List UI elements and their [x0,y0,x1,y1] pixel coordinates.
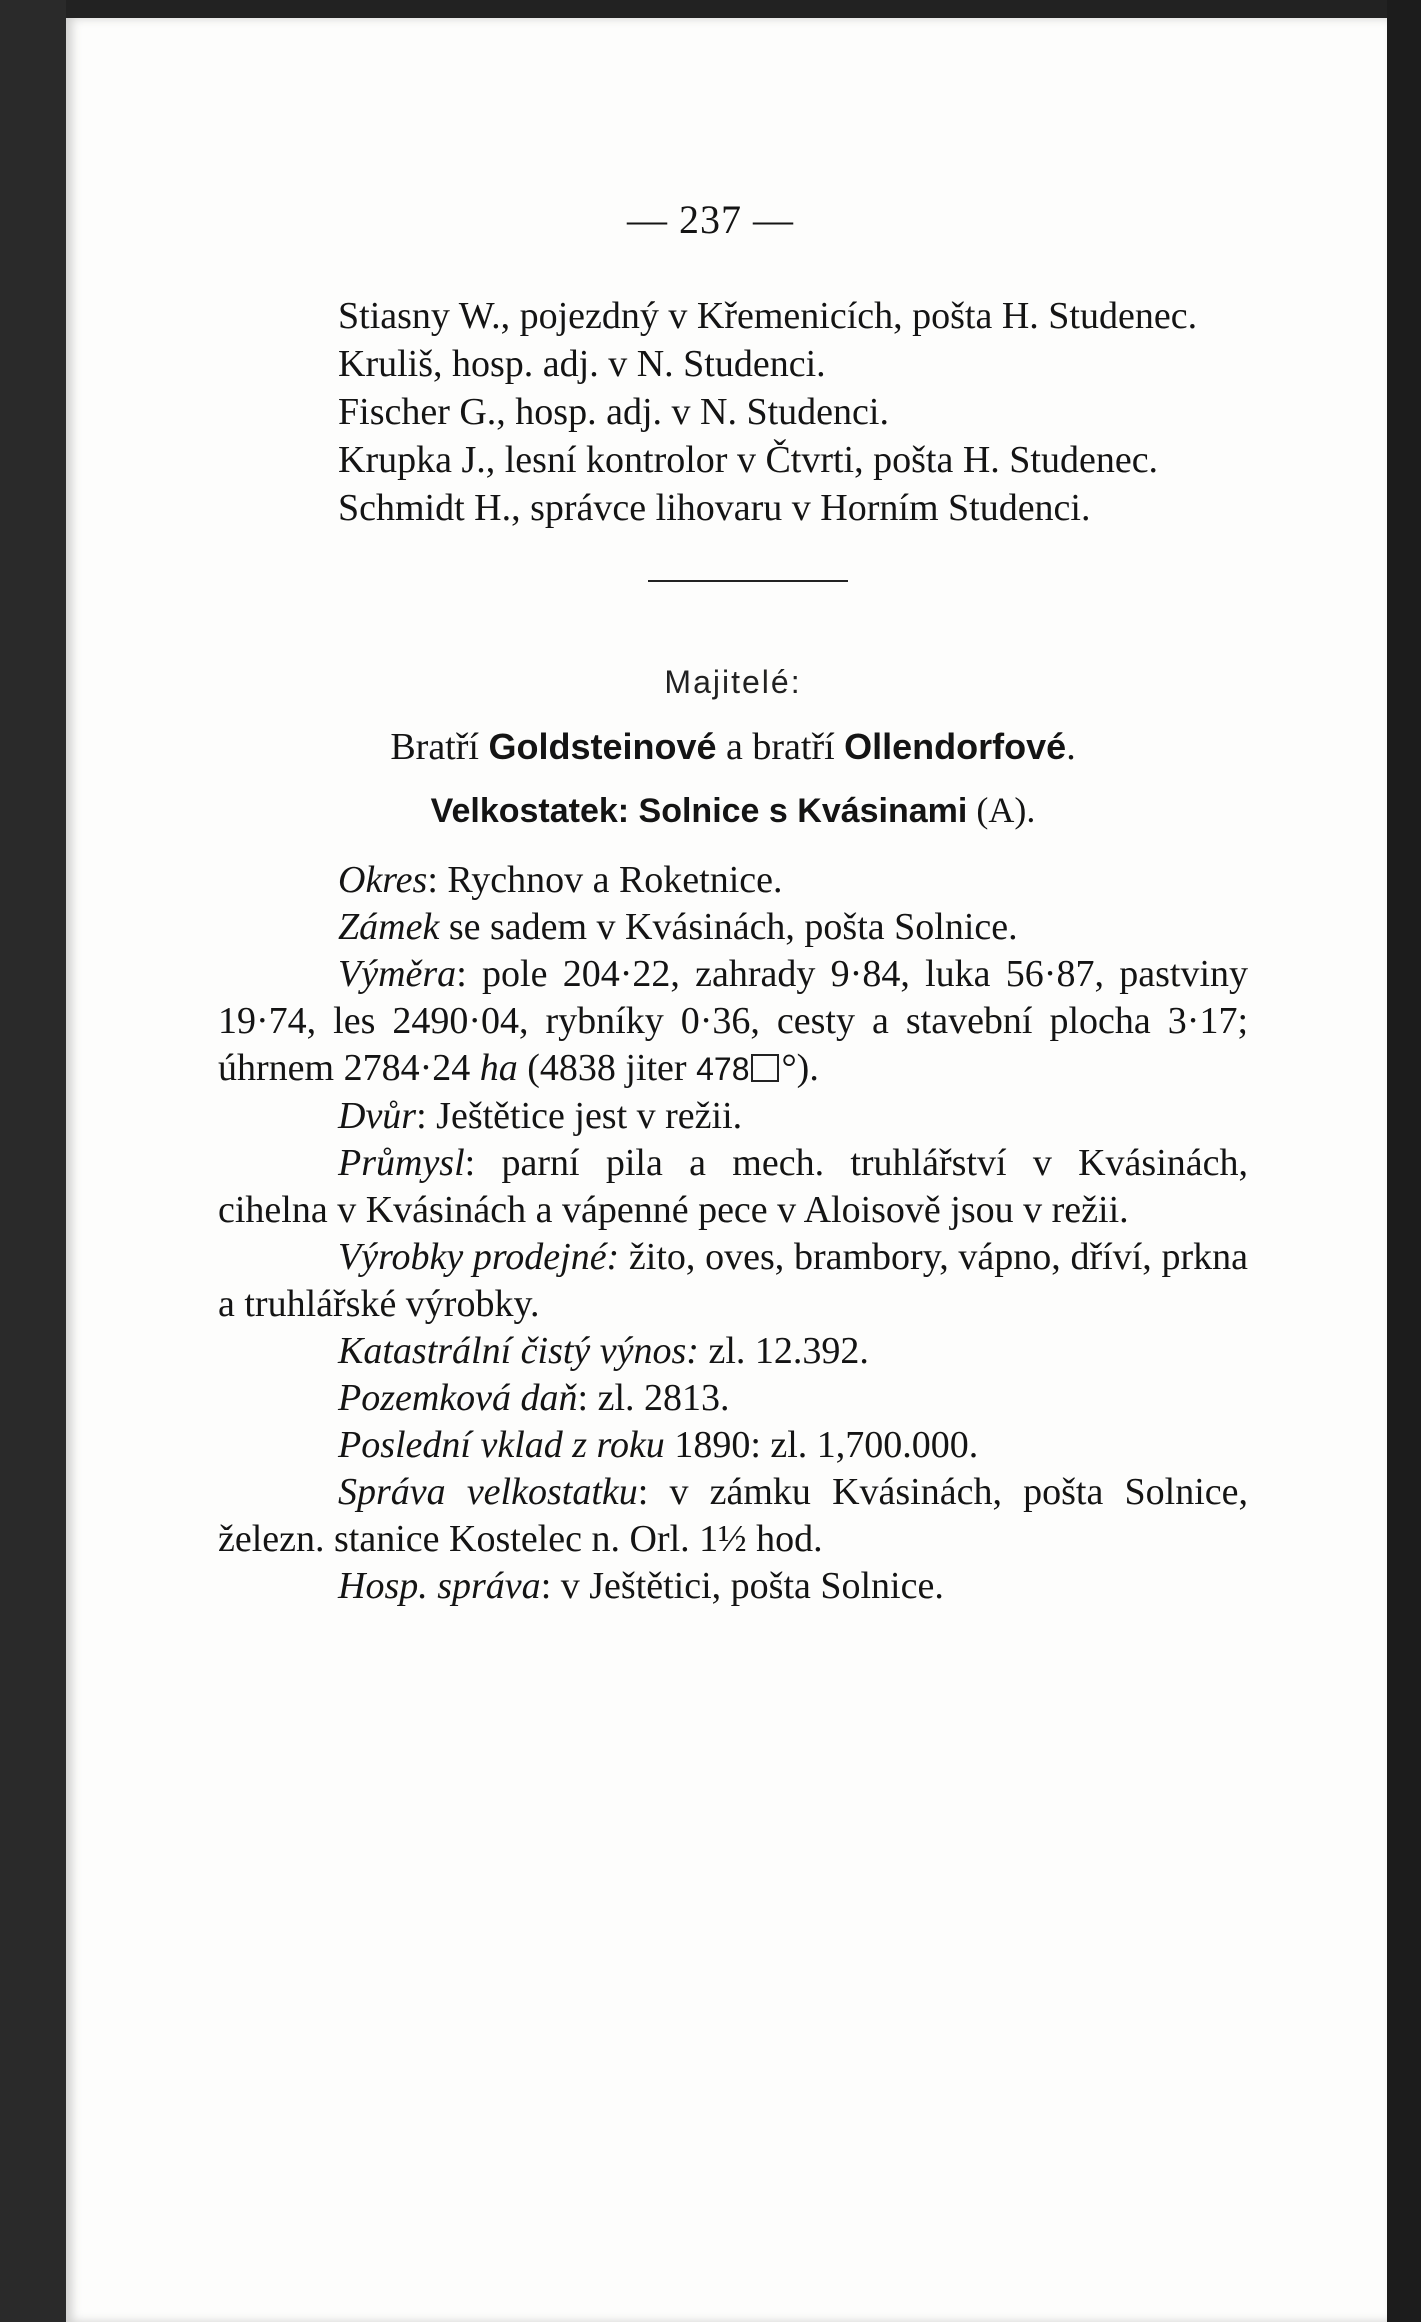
detail-label: Výměra [338,953,457,995]
person-entry: Schmidt H., správce lihovaru v Horním Studenci. [338,487,1091,529]
estate-label: Velkostatek: Solnice s Kvásinami [430,792,968,830]
estate-title [218,789,1248,831]
area-paren-number: 478 [696,1051,750,1087]
detail-value: se sadem v Kvásinách, pošta Solnice. [439,906,1018,948]
owners-prefix: Bratří [390,726,479,768]
owners-line [218,725,1248,769]
detail-value: : parní pila a mech. truhlářství v Kvásinách, cihelna v Kvásinách a vápenné pece v Aloisově jsou v režii. [218,1142,1248,1231]
detail-hosp [218,1563,1248,1610]
page-number: — 237 — [627,197,794,242]
estate-suffix: (A). [976,790,1036,830]
detail-zamek [218,904,1248,951]
owner-name-ollendorf: Ollendorfové [844,726,1067,767]
detail-label: Hosp. správa [338,1565,541,1607]
person-entry: Kruliš, hosp. adj. v N. Studenci. [338,343,826,385]
person-entry: Krupka J., lesní kontrolor v Čtvrti, pošta H. Studenec. [338,439,1159,481]
section-divider [218,532,1248,624]
detail-prumysl [218,1140,1248,1234]
detail-label: Katastrální čistý výnos: [338,1330,699,1372]
detail-label: Správa velkostatku [338,1471,638,1513]
detail-value: : Ještětice jest v režii. [416,1095,743,1137]
detail-label: Dvůr [338,1095,417,1137]
detail-dan [218,1375,1248,1422]
detail-value: : pole 204·22, zahrady 9·84, luka 56·87, pastviny 19·74, les 2490·04, rybníky 0·36, cesty a stavební plocha 3·17; úhrnem 2784·24 [218,953,1248,1089]
detail-value: zl. 12.392. [698,1330,869,1372]
person-entry: Stiasny W., pojezdný v Křemenicích, pošta H. Studenec. [338,295,1198,337]
detail-okres [218,857,1248,904]
detail-label: Výrobky prodejné: [338,1236,620,1278]
detail-vymera [218,951,1248,1093]
owners-middle: a bratří [726,726,835,768]
detail-value: : v zámku Kvásinách, pošta Solnice, železn. stanice Kostelec n. Orl. 1½ hod. [218,1471,1248,1560]
scan-right-edge [1387,0,1421,2322]
detail-label: Zámek [338,906,440,948]
estate-details [218,857,1248,1610]
detail-value: : zl. 2813. [577,1377,730,1419]
detail-vklad [218,1422,1248,1469]
detail-value: : Rychnov a Roketnice. [427,859,783,901]
detail-vyrobky [218,1234,1248,1328]
person-list [218,292,1248,532]
detail-label: Poslední vklad z roku [338,1424,665,1466]
detail-label: Okres [338,859,428,901]
area-paren: (4838 jiter [517,1047,697,1089]
square-fathom-icon [751,1054,779,1082]
detail-value: 1890: zl. 1,700.000. [664,1424,979,1466]
scan-left-edge [0,0,66,2322]
page-content [218,292,1248,1610]
area-paren-end: °). [781,1047,819,1089]
area-unit: ha [479,1047,518,1089]
person-entry: Fischer G., hosp. adj. v N. Studenci. [338,391,889,433]
detail-value: žito, oves, brambory, vápno, dříví, prkna a truhlářské výrobky. [218,1236,1248,1325]
detail-katastr [218,1328,1248,1375]
owners-end: . [1066,726,1076,768]
detail-sprava [218,1469,1248,1563]
owners-heading: Majitelé: [664,664,802,700]
detail-label: Pozemková daň [338,1377,578,1419]
detail-label: Průmysl [338,1142,465,1184]
owner-name-goldstein: Goldsteinové [488,726,717,767]
detail-dvur [218,1093,1248,1140]
divider-line [648,580,848,582]
detail-value: : v Ještětici, pošta Solnice. [540,1565,944,1607]
